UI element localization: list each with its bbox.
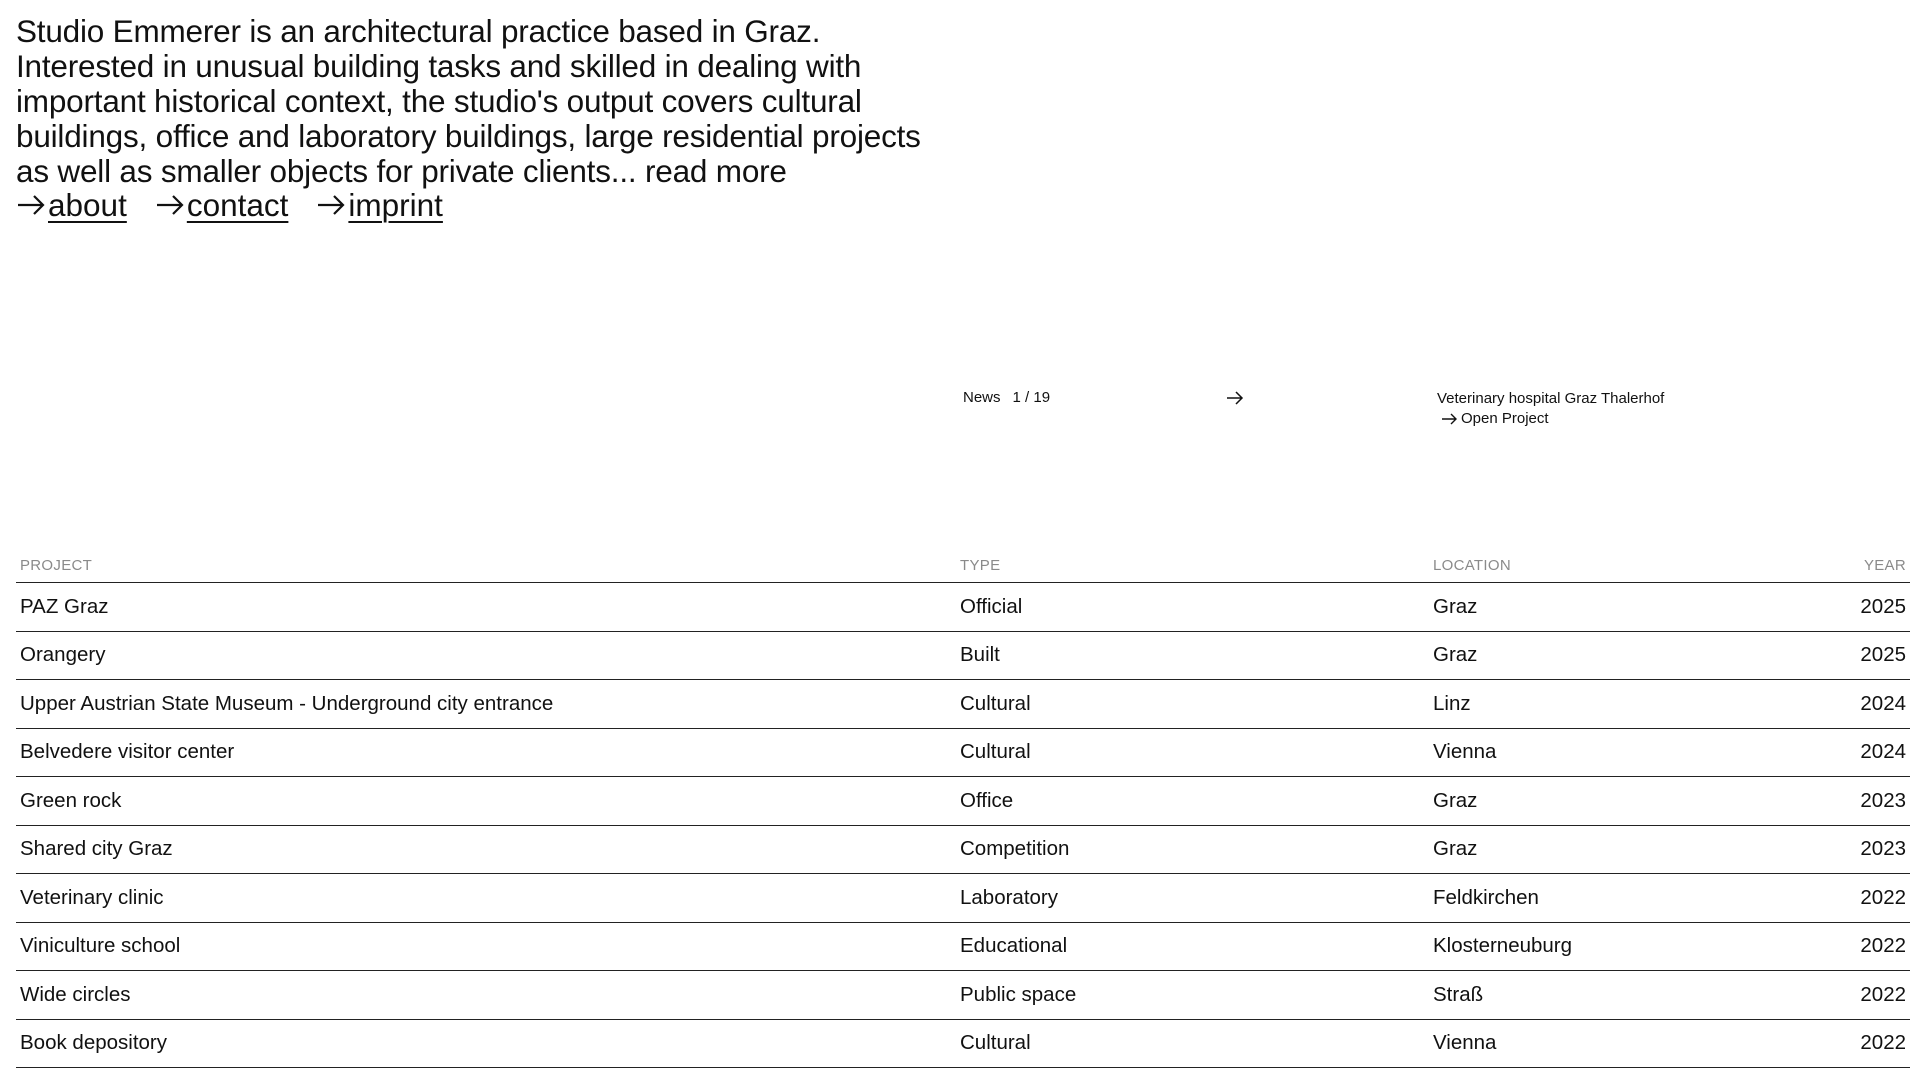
projects-table	[16, 548, 1910, 1068]
cell-type: Office	[960, 788, 1014, 812]
read-more-link[interactable]: read more	[636, 153, 787, 189]
news-label: News	[963, 389, 1001, 406]
cell-location: Graz	[1433, 643, 1478, 667]
arrow-right-icon	[155, 193, 187, 217]
table-body	[16, 583, 1910, 1068]
featured-project-title: Veterinary hospital Graz Thalerhof	[1437, 390, 1665, 407]
cell-location: Vienna	[1433, 1031, 1497, 1055]
arrow-right-icon	[316, 193, 348, 217]
cell-year: 2023	[1860, 788, 1906, 812]
table-row[interactable]	[16, 923, 1910, 972]
header-project[interactable]: PROJECT	[20, 556, 93, 574]
cell-project: Veterinary clinic	[20, 885, 164, 909]
intro-body: Studio Emmerer is an architectural practice based in Graz. Interested in unusual building tasks and skilled in dealing with important historical context, the studio's output covers cultural buildings, office and laboratory buildings, large residential projects as well as smaller objects for private clients...	[16, 13, 921, 189]
main-nav	[16, 187, 443, 223]
cell-project: Upper Austrian State Museum - Underground city entrance	[20, 691, 554, 715]
cell-year: 2022	[1860, 885, 1906, 909]
cell-project: Wide circles	[20, 982, 131, 1006]
cell-year: 2022	[1860, 982, 1906, 1006]
nav-imprint-label: imprint	[348, 187, 443, 223]
cell-type: Laboratory	[960, 885, 1059, 909]
news-slider-info	[963, 389, 1050, 407]
cell-location: Straß	[1433, 982, 1484, 1006]
arrow-right-icon	[16, 193, 48, 217]
cell-year: 2022	[1860, 1031, 1906, 1055]
featured-project	[1437, 389, 1664, 429]
cell-location: Feldkirchen	[1433, 885, 1539, 909]
cell-location: Graz	[1433, 594, 1478, 618]
cell-project: Shared city Graz	[20, 837, 173, 861]
arrow-right-icon[interactable]	[1225, 389, 1245, 407]
cell-year: 2022	[1860, 934, 1906, 958]
nav-about-link[interactable]	[16, 187, 127, 223]
nav-contact-label: contact	[186, 187, 289, 223]
cell-year: 2025	[1860, 643, 1906, 667]
open-project-label: Open Project	[1461, 410, 1549, 427]
cell-type: Cultural	[960, 691, 1031, 715]
cell-location: Graz	[1433, 788, 1478, 812]
nav-imprint-link[interactable]	[316, 187, 443, 223]
cell-type: Cultural	[960, 740, 1031, 764]
cell-location: Graz	[1433, 837, 1478, 861]
table-row[interactable]	[16, 729, 1910, 778]
cell-type: Educational	[960, 934, 1068, 958]
table-row[interactable]	[16, 971, 1910, 1020]
cell-type: Official	[960, 594, 1023, 618]
table-row[interactable]	[16, 632, 1910, 681]
cell-project: Orangery	[20, 643, 106, 667]
cell-type: Public space	[960, 982, 1077, 1006]
nav-contact-link[interactable]	[155, 187, 289, 223]
header-type[interactable]: TYPE	[960, 556, 1001, 574]
arrow-right-icon	[1441, 412, 1459, 426]
table-row[interactable]	[16, 583, 1910, 632]
cell-location: Klosterneuburg	[1433, 934, 1573, 958]
table-row[interactable]	[16, 826, 1910, 875]
cell-year: 2024	[1860, 691, 1906, 715]
cell-type: Cultural	[960, 1031, 1031, 1055]
table-row[interactable]	[16, 680, 1910, 729]
intro-text	[16, 14, 936, 189]
cell-location: Vienna	[1433, 740, 1497, 764]
cell-year: 2024	[1860, 740, 1906, 764]
cell-year: 2025	[1860, 594, 1906, 618]
cell-project: Belvedere visitor center	[20, 740, 235, 764]
news-counter: 1 / 19	[1012, 389, 1051, 406]
header-year[interactable]: YEAR	[1863, 556, 1906, 574]
nav-about-label: about	[48, 187, 127, 223]
table-header	[16, 548, 1910, 583]
cell-year: 2023	[1860, 837, 1906, 861]
cell-project: PAZ Graz	[20, 594, 109, 618]
open-project-link[interactable]	[1441, 409, 1664, 429]
table-row[interactable]	[16, 777, 1910, 826]
table-row[interactable]	[16, 1020, 1910, 1069]
cell-project: Green rock	[20, 788, 122, 812]
table-row[interactable]	[16, 874, 1910, 923]
cell-type: Competition	[960, 837, 1070, 861]
cell-project: Book depository	[20, 1031, 168, 1055]
cell-location: Linz	[1433, 691, 1471, 715]
cell-project: Viniculture school	[20, 934, 181, 958]
cell-type: Built	[960, 643, 1000, 667]
header-location[interactable]: LOCATION	[1433, 556, 1511, 574]
